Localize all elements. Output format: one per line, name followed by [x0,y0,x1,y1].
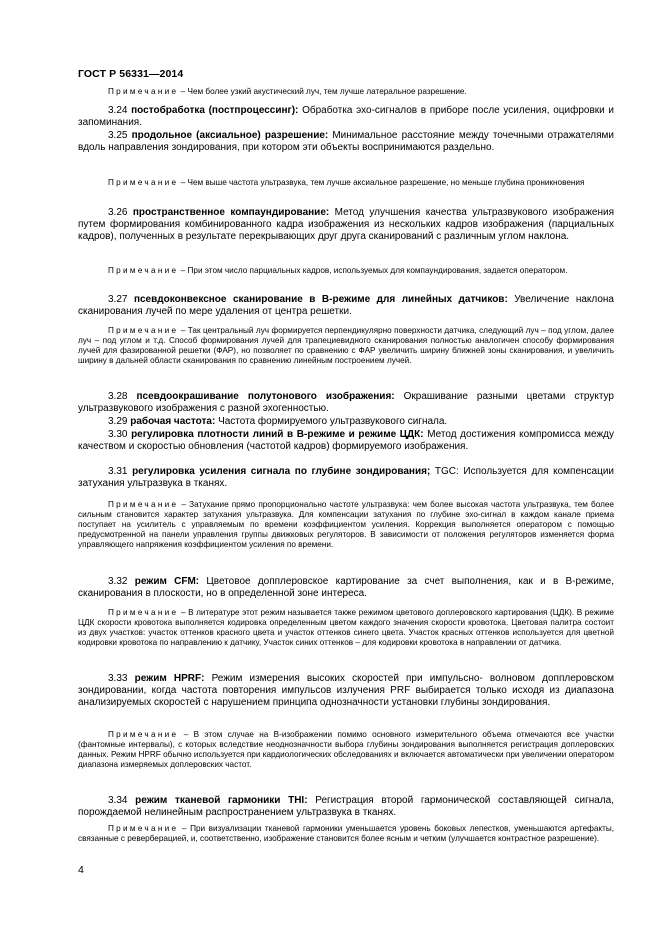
definition-3-34 [78,795,614,819]
clause-number: 3.34 [108,795,128,806]
definition-text: Обработка эхо-сигналов в приборе после усиления, оцифровки и запоминания. [78,105,614,128]
note-text: – Затухание прямо пропорционально частоте ультразвука: чем более высокая частота ультразвука, тем более сильным становится характер затухания ультразвука. Для компенсации затухания по глубине эхо-сигнал в каждом канале приема поступает на усилитель с управляемым по времени коэффициентом усиления. Коррекция выполняется оператором с помощью предусмотренной на панели управления группы движковых регуляторов. В зависимости от положения регуляторов изменяется форма управляющего напряжения коэффициентом усиления по времени. [78,500,614,549]
clause-number: 3.25 [108,130,128,141]
note-3-23 [78,87,614,97]
term: режим тканевой гармоники THI: [135,795,308,806]
definition-text: Частота формируемого ультразвукового сигнала. [218,416,448,427]
note-3-26 [78,266,614,276]
term: пространственное компаундирование: [132,207,330,218]
definition-text: Минимальное расстояние между точечными отражателями вдоль направления зондирования, при котором эти объекты воспринимаются раздельно. [78,130,615,153]
note-3-32 [78,608,614,648]
note-text: – Чем выше частота ультразвука, тем лучше аксиальное разрешение, но меньше глубина проникновения [180,178,585,187]
clause-number: 3.28 [108,391,128,402]
note-3-25 [78,178,614,188]
page-number: 4 [78,864,84,876]
clause-number: 3.31 [108,466,128,477]
clause-number: 3.26 [108,207,128,218]
clause-number: 3.29 [108,416,128,427]
definition-text: Цветовое допплеровское картирование за счет выполнения, как и в В-режиме, сканирования в плоскости, но в определенной зоне интереса. [78,576,615,599]
note-text: – Чем более узкий акустический луч, тем лучше латеральное разрешение. [180,87,467,96]
note-3-33 [78,730,614,770]
document-header: ГОСТ Р 56331—2014 [78,68,184,80]
definition-3-30 [78,429,614,453]
note-3-27 [78,326,614,366]
note-text: – При визуализации тканевой гармоники уменьшается уровень боковых лепестков, уменьшаются артефакты, связанные с реверберацией, и, соответственно, изображение становится более ясным и четким (улучшается контрастное разрешение). [78,824,614,843]
definition-3-29 [78,416,614,428]
clause-number: 3.30 [108,429,128,440]
note-text: – При этом число парциальных кадров, используемых для компаундирования, задается оператором. [180,266,568,275]
definition-text: Метод улучшения качества ультразвукового изображения путем формирования комбинированного кадра изображения из нескольких кадров изображения (парциальных кадров), полученных в результате перекрывающих друг друга сканирований с различным углом наклона. [78,207,614,242]
note-text: – В литературе этот режим называется также режимом цветового доплеровского картирования (ЦДК). В режиме ЦДК скорости кровотока выполняется кодировка определенным цветом каждого значения скорости кровотока. Цветовая палитра состоит из двух участков: участок оттенков красного цвета и участок оттенков синего цвета. Участок красных оттенков используется для цветной кодировки кровотока по направлению к датчику, Участок синих оттенков – для кодировки кровотока в направлении от датчика. [78,608,614,647]
note-text: – В этом случае на В-изображении помимо основного измерительного объема отмечаются все участки (фантомные интервалы), с которых вследствие неоднозначности выбора глубины зондирования выполняется регистрация доплеровских данных. Режим HPRF обычно используется при кардиологических обследованиях и включается автоматически при увеличении оператором диапазона измеряемых доплеровских частот. [78,730,615,769]
definition-3-26 [78,207,614,243]
note-label: Примечание [108,178,179,187]
note-label: Примечание [108,730,179,739]
note-label: Примечание [108,608,179,617]
definition-3-31 [78,466,614,490]
definition-3-24 [78,105,614,129]
term: регулировка плотности линий в В-режиме и режиме ЦДК: [131,429,424,440]
definition-text: Метод достижения компромисса между качеством и скоростью обновления (частотой кадров) формируемого изображения. [78,429,615,452]
definition-3-33 [78,673,614,709]
note-label: Примечание [108,326,179,335]
term: режим HPRF: [134,673,205,684]
term: рабочая частота: [130,416,216,427]
note-3-31 [78,500,614,550]
term: продольное (аксиальное) разрешение: [131,130,329,141]
note-label: Примечание [108,87,179,96]
term: постобработка (постпроцессинг): [131,105,299,116]
definition-3-32 [78,576,614,600]
note-label: Примечание [108,266,179,275]
clause-number: 3.24 [108,105,128,116]
note-text: – Так центральный луч формируется перпендикулярно поверхности датчика, следующий луч – под углом, далее луч – под углом и т.д. Способ формирования лучей для трапециевидного сканирования полностью аналогичен способу формирования лучей для фазированной решетки (ФАР), но позволяет по сравнению с ФАР увеличить ширину ближней зоны сканирования, и увеличить ширину в дальней области сканирования по сравнению линейным построением лучей. [78,326,614,365]
clause-number: 3.33 [108,673,128,684]
term: псевдоокрашивание полутонового изображения: [136,391,395,402]
clause-number: 3.32 [108,576,128,587]
definition-3-25 [78,130,614,154]
term: псевдоконвексное сканирование в В-режиме для линейных датчиков: [133,294,508,305]
note-label: Примечание [108,824,179,833]
definition-text: Регистрация второй гармонической составляющей сигнала, порождаемой нелинейным распространением ультразвука в тканях. [78,795,615,818]
definition-text: Режим измерения высоких скоростей при импульсно- волновом допплеровском зондировании, когда частота повторения импульсов излучения PRF выбирается только исходя из диапазона анализируемых скоростей с нарушением принципа однозначности установки глубины зондирования. [78,673,615,708]
definition-3-28 [78,391,614,415]
definition-3-27 [78,294,614,318]
note-3-34 [78,824,614,844]
definition-text: TGC: Используется для компенсации затухания ультразвука в тканях. [78,466,615,489]
term: регулировка усиления сигнала по глубине зондирования; [132,466,431,477]
clause-number: 3.27 [108,294,128,305]
definition-text: Увеличение наклона сканирования лучей по мере удаления от центра решетки. [78,294,614,317]
note-label: Примечание [108,500,179,509]
term: режим CFM: [134,576,200,587]
definition-text: Окрашивание разными цветами структур ультразвукового изображения с разной эхогенностью. [78,391,614,414]
